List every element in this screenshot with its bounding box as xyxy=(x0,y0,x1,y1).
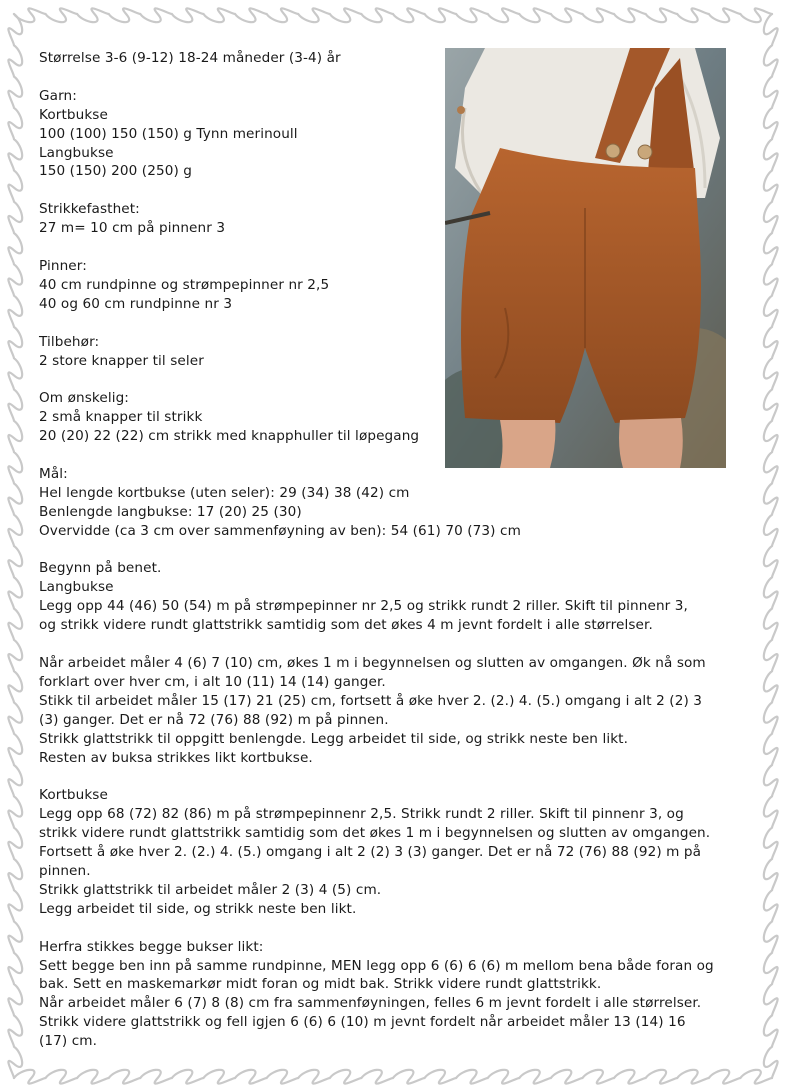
text-line: (17) cm. xyxy=(39,1033,98,1050)
text-line: Stikk til arbeidet måler 15 (17) 21 (25) cm, fortsett å øke hver 2. (2.) 4. (5.) omgang i alt 2 (2) 3 xyxy=(39,692,703,709)
text-line: Strikk videre glattstrikk og fell igjen 6 (6) 6 (10) m jevnt fordelt når arbeidet måler 13 (14) 16 xyxy=(39,1014,686,1031)
text-line: 150 (150) 200 (250) g xyxy=(39,163,193,180)
text-line xyxy=(39,314,434,333)
text-line: Langbukse xyxy=(39,144,114,161)
text-line: Legg opp 44 (46) 50 (54) m på strømpepinner nr 2,5 og strikk rundt 2 riller. Skift til pinnenr 3, xyxy=(39,598,688,615)
text-line: Når arbeidet måler 6 (7) 8 (8) cm fra sammenføyningen, felles 6 m jevnt fordelt i alle størrelser. xyxy=(39,995,702,1012)
text-line: Fortsett å øke hver 2. (2.) 4. (5.) omgang i alt 2 (2) 3 (3) ganger. Det er nå 72 (76) 88 (92) m på xyxy=(39,844,702,861)
text-line xyxy=(39,370,434,389)
text-line xyxy=(39,181,434,200)
text-line: Langbukse xyxy=(39,579,114,596)
instructions-section xyxy=(39,484,729,1051)
materials-section xyxy=(39,49,434,484)
text-line xyxy=(39,635,729,654)
pattern-text xyxy=(39,49,729,1051)
text-line xyxy=(39,541,729,560)
text-line: bak. Sett en maskemarkør midt foran og midt bak. Strikk videre rundt glattstrikk. xyxy=(39,976,602,993)
text-line: (3) ganger. Det er nå 72 (76) 88 (92) m på pinnen. xyxy=(39,711,389,728)
text-line: Strikkefasthet: xyxy=(39,201,140,218)
text-line: Begynn på benet. xyxy=(39,560,162,577)
text-line xyxy=(39,767,729,786)
text-line: Garn: xyxy=(39,87,77,104)
text-line: Kortbukse xyxy=(39,106,108,123)
text-line: Tilbehør: xyxy=(39,333,100,350)
text-line: og strikk videre rundt glattstrikk samtidig som det økes 4 m jevnt fordelt i alle størrelser. xyxy=(39,617,653,634)
text-line: pinnen. xyxy=(39,862,91,879)
text-line: Strikk glattstrikk til oppgitt benlengde. Legg arbeidet til side, og strikk neste ben likt. xyxy=(39,730,629,747)
text-line xyxy=(39,68,434,87)
text-line: Strikk glattstrikk til arbeidet måler 2 (3) 4 (5) cm. xyxy=(39,881,382,898)
text-line: Benlengde langbukse: 17 (20) 25 (30) xyxy=(39,503,302,520)
text-line: 2 store knapper til seler xyxy=(39,352,204,369)
text-line: Sett begge ben inn på samme rundpinne, MEN legg opp 6 (6) 6 (6) m mellom bena både foran og xyxy=(39,957,714,974)
text-line: Hel lengde kortbukse (uten seler): 29 (34) 38 (42) cm xyxy=(39,484,410,501)
text-line: Resten av buksa strikkes likt kortbukse. xyxy=(39,749,313,766)
text-line: Legg opp 68 (72) 82 (86) m på strømpepinnenr 2,5. Strikk rundt 2 riller. Skift til pinnenr 3, og xyxy=(39,806,684,823)
text-line: forklart over hver cm, i alt 10 (11) 14 (14) ganger. xyxy=(39,673,386,690)
text-line: Legg arbeidet til side, og strikk neste ben likt. xyxy=(39,900,357,917)
text-line: Overvidde (ca 3 cm over sammenføyning av ben): 54 (61) 70 (73) cm xyxy=(39,522,521,539)
text-line: Om ønskelig: xyxy=(39,390,129,407)
text-line xyxy=(39,446,434,465)
text-line: 40 og 60 cm rundpinne nr 3 xyxy=(39,295,233,312)
text-line: Kortbukse xyxy=(39,787,108,804)
text-line: 27 m= 10 cm på pinnenr 3 xyxy=(39,220,226,237)
text-line: Når arbeidet måler 4 (6) 7 (10) cm, økes 1 m i begynnelsen og slutten av omgangen. Øk nå som xyxy=(39,655,706,671)
text-line xyxy=(39,238,434,257)
text-line: 2 små knapper til strikk xyxy=(39,409,203,426)
text-line: Størrelse 3-6 (9-12) 18-24 måneder (3-4) år xyxy=(39,50,341,66)
text-line: 40 cm rundpinne og strømpepinner nr 2,5 xyxy=(39,276,330,293)
text-line: strikk videre rundt glattstrikk samtidig som det økes 1 m i begynnelsen og slutten av omgangen. xyxy=(39,825,711,842)
text-line: Pinner: xyxy=(39,257,87,274)
text-line: 20 (20) 22 (22) cm strikk med knapphuller til løpegang xyxy=(39,428,420,445)
text-line: 100 (100) 150 (150) g Tynn merinoull xyxy=(39,125,298,142)
text-line xyxy=(39,919,729,938)
text-line: Herfra stikkes begge bukser likt: xyxy=(39,938,264,955)
text-line: Mål: xyxy=(39,465,68,482)
